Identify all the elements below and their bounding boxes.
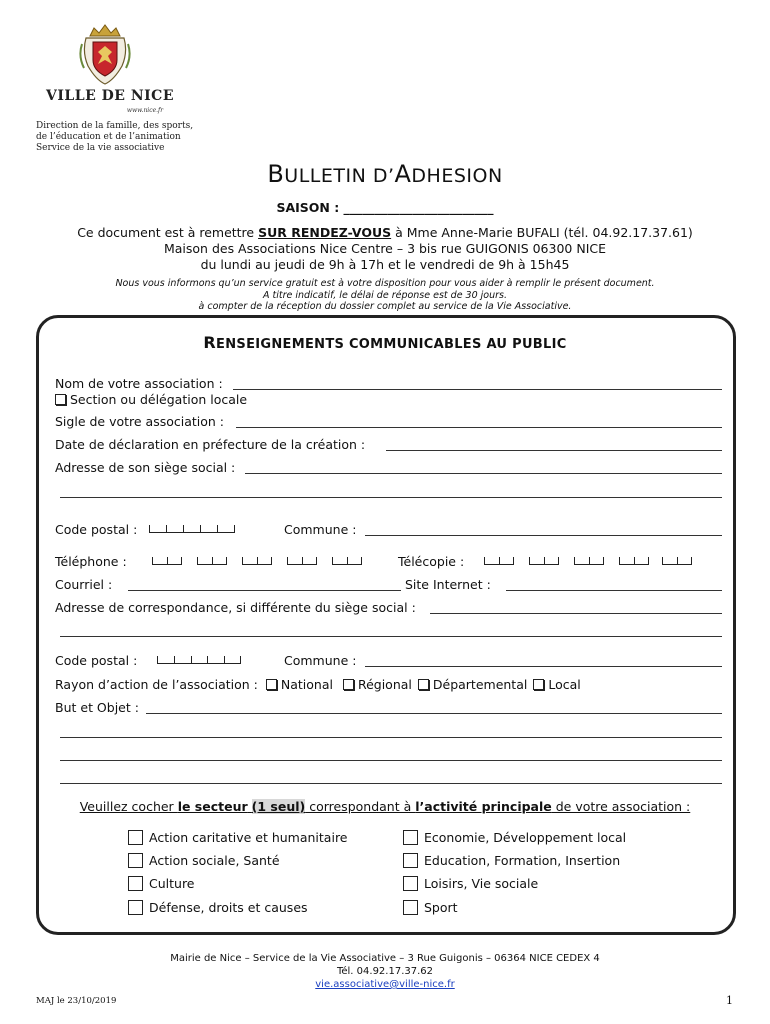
sector-option-sport[interactable]: Sport: [403, 900, 458, 915]
sector-instruction: Veuillez cocher le secteur (1 seul) correspondant à l’activité principale de votre association :: [79, 799, 691, 814]
input-code-postal-2[interactable]: [157, 655, 241, 664]
input-adresse[interactable]: [245, 473, 722, 474]
input-nom[interactable]: [233, 389, 722, 390]
input-commune[interactable]: [365, 535, 722, 536]
update-date: MAJ le 23/10/2019: [36, 996, 117, 1006]
info-block: Ce document est à remettre SUR RENDEZ-VOUS à Mme Anne-Marie BUFALI (tél. 04.92.17.37.61) Maison des Associations Nice Centre – 3 bis rue GUIGONIS 06300 NICE du lundi au jeudi de 9h à 17h et le vendredi de 9h à 15h45: [0, 225, 770, 273]
rayon-row: Rayon d’action de l’association : National Régional Départemental Local: [55, 677, 581, 692]
input-but-2[interactable]: [60, 737, 722, 738]
footer-phone: Tél. 04.92.17.37.62: [336, 966, 434, 977]
input-site[interactable]: [506, 590, 722, 591]
input-but[interactable]: [146, 713, 722, 714]
direction-line-3: Service de la vie associative: [36, 143, 165, 153]
info-hours: du lundi au jeudi de 9h à 17h et le vendredi de 9h à 15h45: [200, 257, 570, 272]
checkbox-section-locale[interactable]: [55, 394, 66, 405]
city-url: www.nice.fr: [126, 107, 164, 114]
direction-block: [36, 121, 193, 154]
city-name: VILLE DE NICE: [46, 88, 174, 104]
label-telephone: Téléphone :: [55, 554, 127, 569]
coat-of-arms-icon: [78, 22, 132, 88]
footer: [0, 952, 770, 991]
checkbox-local[interactable]: [533, 679, 544, 690]
label-commune-2: Commune :: [284, 653, 357, 668]
info-address: Maison des Associations Nice Centre – 3 bis rue GUIGONIS 06300 NICE: [163, 241, 607, 256]
label-rayon: Rayon d’action de l’association :: [55, 677, 258, 692]
checkbox-regional[interactable]: [343, 679, 354, 690]
checkbox-caritative[interactable]: [128, 830, 143, 845]
label-code-postal: Code postal :: [55, 522, 138, 537]
direction-line-1: Direction de la famille, des sports,: [36, 121, 194, 131]
label-site: Site Internet :: [405, 577, 491, 592]
checkbox-sport[interactable]: [403, 900, 418, 915]
section-title: RENSEIGNEMENTS COMMUNICABLES AU PUBLIC: [203, 333, 567, 352]
label-sigle: Sigle de votre association :: [55, 414, 225, 429]
notice-block: Nous vous informons qu’un service gratuit est à votre disposition pour vous aider à remplir le présent document. A titre indicatif, le délai de réponse est de 30 jours. à compter de la réception du dossier complet au service de la Vie Associative.: [115, 278, 655, 312]
checkbox-loisirs[interactable]: [403, 876, 418, 891]
input-date[interactable]: [386, 450, 722, 451]
label-adresse-correspondance: Adresse de correspondance, si différente du siège social :: [55, 600, 416, 615]
sector-option-culture[interactable]: Culture: [128, 876, 195, 891]
label-adresse: Adresse de son siège social :: [55, 460, 236, 475]
input-courriel[interactable]: [128, 590, 401, 591]
saison-field: SAISON : ________________________: [276, 200, 494, 215]
input-but-4[interactable]: [60, 783, 722, 784]
sector-option-education[interactable]: Education, Formation, Insertion: [403, 853, 620, 868]
label-code-postal-2: Code postal :: [55, 653, 138, 668]
sector-option-caritative[interactable]: Action caritative et humanitaire: [128, 830, 348, 845]
input-but-3[interactable]: [60, 760, 722, 761]
checkbox-defense[interactable]: [128, 900, 143, 915]
input-commune-2[interactable]: [365, 666, 722, 667]
input-adresse-correspondance-2[interactable]: [60, 636, 722, 637]
document-title: BULLETIN D’ADHESION: [267, 160, 503, 188]
input-sigle[interactable]: [236, 427, 722, 428]
input-adresse-correspondance[interactable]: [430, 613, 722, 614]
sector-option-loisirs[interactable]: Loisirs, Vie sociale: [403, 876, 538, 891]
checkbox-education[interactable]: [403, 853, 418, 868]
sector-option-sociale[interactable]: Action sociale, Santé: [128, 853, 280, 868]
checkbox-economie[interactable]: [403, 830, 418, 845]
page-number: 1: [726, 994, 733, 1007]
checkbox-row-section: Section ou délégation locale: [55, 392, 247, 407]
footer-email-link[interactable]: vie.associative@ville-nice.fr: [315, 979, 455, 990]
input-code-postal[interactable]: [149, 524, 235, 533]
label-commune: Commune :: [284, 522, 357, 537]
input-adresse-2[interactable]: [60, 497, 722, 498]
checkbox-sociale[interactable]: [128, 853, 143, 868]
label-nom: Nom de votre association :: [55, 376, 223, 391]
sector-option-defense[interactable]: Défense, droits et causes: [128, 900, 308, 915]
label-telecopie: Télécopie :: [398, 554, 465, 569]
label-but: But et Objet :: [55, 700, 139, 715]
direction-line-2: de l’éducation et de l’animation: [36, 132, 181, 142]
footer-address: Mairie de Nice – Service de la Vie Associative – 3 Rue Guigonis – 06364 NICE CEDEX 4: [170, 953, 600, 964]
checkbox-culture[interactable]: [128, 876, 143, 891]
checkbox-national[interactable]: [266, 679, 277, 690]
label-date: Date de déclaration en préfecture de la création :: [55, 437, 366, 452]
sector-option-economie[interactable]: Economie, Développement local: [403, 830, 626, 845]
label-courriel: Courriel :: [55, 577, 113, 592]
rendez-vous-text: SUR RENDEZ-VOUS: [258, 225, 392, 240]
checkbox-departemental[interactable]: [418, 679, 429, 690]
